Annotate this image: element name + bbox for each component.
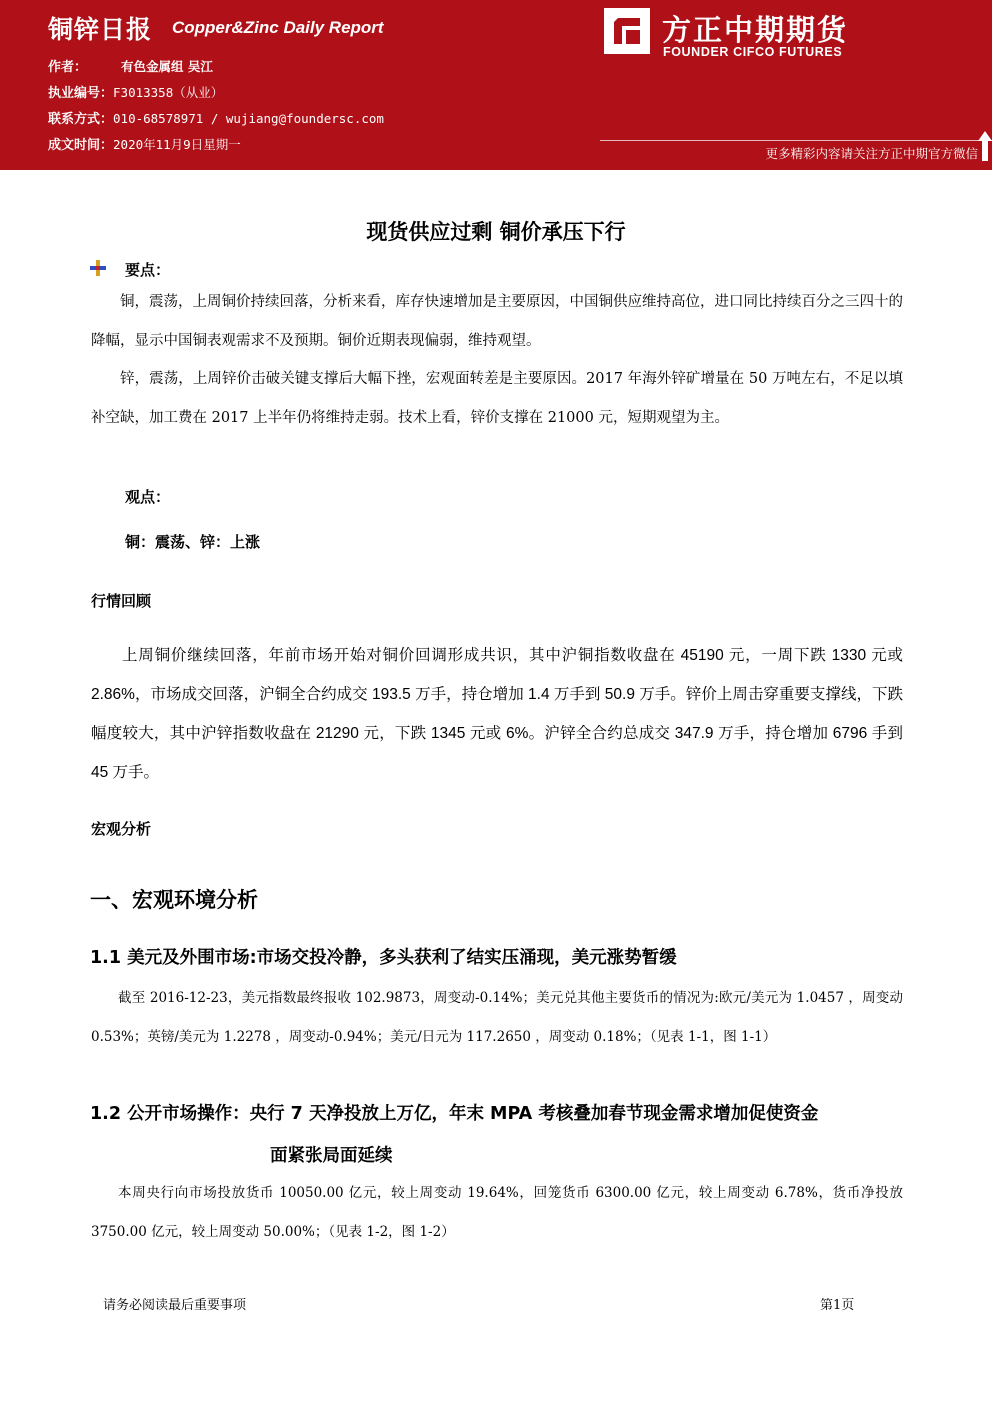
subsection-heading-1-1: 1.1 美元及外围市场:市场交投冷静，多头获利了结实压涌现，美元涨势暂缓	[90, 948, 677, 968]
subsection-heading-1-2-cont: 面紧张局面延续	[270, 1146, 393, 1166]
key-point-zinc: 锌，震荡，上周锌价击破关键支撑后大幅下挫，宏观面转差是主要原因。2017 年海外锌矿增量在 50 万吨左右，不足以填补空缺，加工费在 2017 上半年仍将维持走弱。技术上看，锌价支撑在 21000 元，短期观望为主。	[91, 371, 903, 426]
company-logo-icon	[604, 8, 650, 54]
logo-text-cn: 方正中期期货	[662, 13, 849, 47]
author-row	[48, 56, 213, 75]
license-row	[48, 82, 223, 101]
author-label: 作者：	[48, 60, 88, 75]
date-row	[48, 134, 241, 153]
view-label: 观点：	[125, 488, 171, 506]
section-heading-1: 一、宏观环境分析	[90, 888, 258, 912]
report-title-cn: 铜锌日报	[48, 15, 153, 44]
macro-heading: 宏观分析	[91, 820, 152, 838]
view-value: 铜：震荡、锌：上涨	[125, 533, 261, 551]
arrow-up-icon	[978, 131, 992, 161]
divider	[600, 140, 992, 141]
page-title: 现货供应过剩 铜价承压下行	[366, 220, 626, 244]
company-logo	[604, 8, 964, 60]
report-title-en: Copper&Zinc Daily Report	[172, 18, 384, 37]
contact-label: 联系方式：	[48, 112, 114, 127]
page-number: 第1页	[820, 1298, 855, 1313]
key-points-label: 要点：	[125, 261, 171, 279]
paragraph-1-1: 截至 2016-12-23，美元指数最终报收 102.9873，周变动-0.14%；美元兑其他主要货币的情况为:欧元/美元为 1.0457 ，周变动 0.53%；英镑/美元为 1.2278 ，周变动-0.94%；美元/日元为 117.2650 ，周变动 0.18%；（见表 1-1，图 1-1）	[91, 990, 903, 1045]
report-header	[0, 0, 992, 170]
date-value: 2020年11月9日星期一	[113, 137, 241, 152]
footer-notice: 请务必阅读最后重要事项	[103, 1298, 247, 1313]
subsection-heading-1-2: 1.2 公开市场操作：央行 7 天净投放上万亿，年末 MPA 考核叠加春节现金需求增加促使资金	[90, 1104, 819, 1124]
license-label: 执业编号：	[48, 86, 114, 101]
key-point-copper: 铜，震荡，上周铜价持续回落，分析来看，库存快速增加是主要原因，中国铜供应维持高位，进口同比持续百分之三四十的降幅，显示中国铜表观需求不及预期。铜价近期表现偏弱，维持观望。	[91, 294, 903, 349]
bullet-icon	[90, 260, 106, 276]
license-value: F3013358（从业）	[113, 85, 224, 100]
logo-text-en: FOUNDER CIFCO FUTURES	[663, 45, 843, 59]
market-review-heading: 行情回顾	[91, 592, 152, 610]
author-value: 有色金属组 吴江	[121, 59, 213, 74]
contact-value[interactable]: 010-68578971 / wujiang@foundersc.com	[113, 111, 384, 126]
wechat-note: 更多精彩内容请关注方正中期官方微信	[765, 146, 978, 161]
contact-row	[48, 108, 384, 127]
date-label: 成文时间：	[48, 138, 114, 153]
market-review-text: 上周铜价继续回落，年前市场开始对铜价回调形成共识，其中沪铜指数收盘在 45190 元，一周下跌 1330 元或 2.86%，市场成交回落，沪铜全合约成交 193.5 万手，持仓增加 1.4 万手到 50.9 万手。锌价上周击穿重要支撑线，下跌幅度较大，其中沪锌指数收盘在 21290 元，下跌 1345 元或 6%。沪锌全合约总成交 347.9 万手，持仓增加 6796 手到 45 万手。	[91, 647, 903, 781]
paragraph-1-2: 本周央行向市场投放货币 10050.00 亿元，较上周变动 19.64%，回笼货币 6300.00 亿元，较上周变动 6.78%，货币净投放 3750.00 亿元，较上周变动 50.00%；（见表 1-2，图 1-2）	[91, 1185, 903, 1240]
